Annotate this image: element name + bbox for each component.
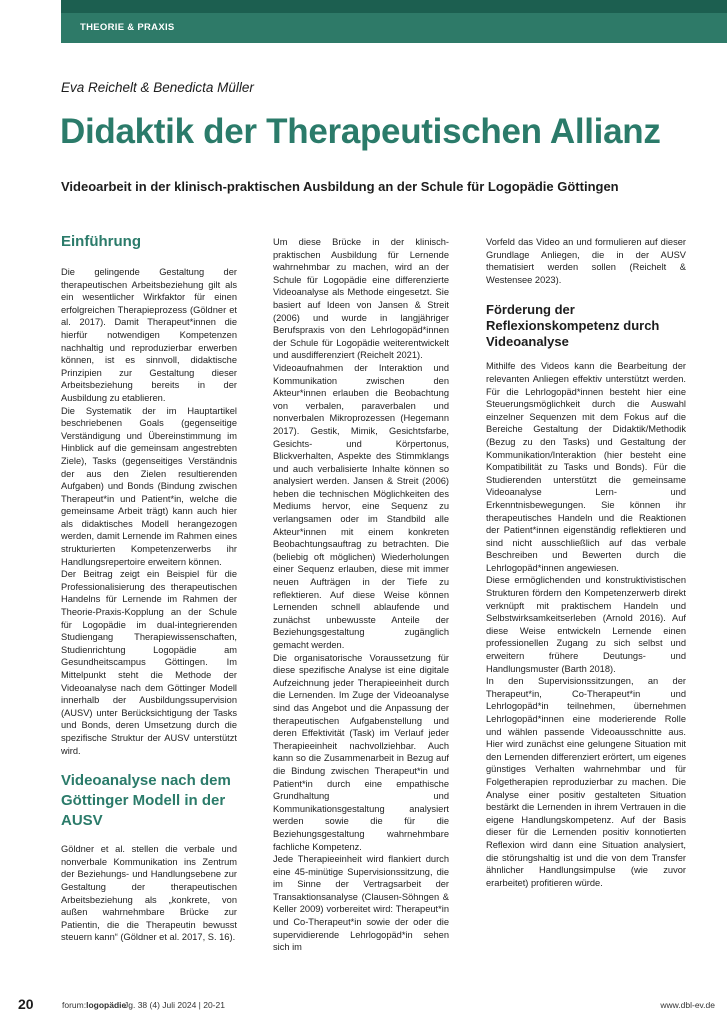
heading-videoanalyse: Videoanalyse nach dem Göttinger Modell in der AUSV xyxy=(61,772,231,830)
paragraph: Die Systematik der im Hauptartikel beschriebenen Goals (gegenseitige Verständigung und Übereinstimmung im Hinblick auf die gemeinsam angestrebten Ziele), Tasks (gegenseitiges Verständnis der aus den Zielen resultierenden Aufgaben) und Bonds (Bindung zwischen Therapeut*in und Patient*in, welche die gemeinsame Arbeit trägt) kann auch hier als didaktisches Modell herangezogen werden, damit Lernende im Rahmen eines strukturierten Kompetenzerwerbs ihr Handlungsrepertoire erweitern können. xyxy=(61,405,237,567)
section-tag: THEORIE & PRAXIS xyxy=(80,22,175,33)
paragraph: Göldner et al. stellen die verbale und nonverbale Kommunikation ins Zentrum der Beziehungs- und Handlungsebene zur Gestaltung der therapeutischen Arbeitsbeziehung als „konkrete, von außen wahrnehmbare Brücke zur Patientin, die die Therapeutin bewusst steuern kann“ (Göldner et al. 2017, S. 16). xyxy=(61,844,237,943)
column-2 xyxy=(273,236,449,954)
issue-info: Jg. 38 (4) Juli 2024 | 20-21 xyxy=(124,1000,225,1010)
journal-brand xyxy=(62,1000,126,1010)
article-title: Didaktik der Therapeutischen Allianz xyxy=(60,112,661,151)
header-band-top-stripe xyxy=(61,0,727,13)
paragraph: Die gelingende Gestaltung der therapeutischen Arbeitsbeziehung gilt als ein wesentlicher Wirkfaktor für einen erfolgreichen Therapieprozess (Göldner et al. 2017). Damit Therapeut*innen die hierfür notwendigen Kompetenzen nachhaltig und reproduzierbar erwerben können, ist es sinnvoll, didaktische Prinzipien zur Gestaltung dieser Arbeitsbeziehung bereits in der Ausbildung zu etablieren. xyxy=(61,267,237,403)
paragraph: Vorfeld das Video an und formulieren auf dieser Grundlage Anliegen, die in der AUSV thematisiert werden sollen (Reichelt & Westensee 2023). xyxy=(486,237,686,285)
column-3 xyxy=(486,236,686,889)
heading-reflexionskompetenz: Förderung der Reflexionskompetenz durch Videoanalyse xyxy=(486,302,660,350)
paragraph: Jede Therapieeinheit wird flankiert durch eine 45-minütige Supervisionssitzung, die im Sinne der Vertragsarbeit der Transaktionsanalyse (Clausen-Söhngen & Keller 2009) vorbereitet wird: Therapeut*in und Co-Therapeut*in sowie der oder die supervidierende Lehrlogopäd*in sehen sich im xyxy=(273,854,449,953)
brand-prefix: forum: xyxy=(62,1000,87,1010)
paragraph: Videoaufnahmen der Interaktion und Kommunikation zwischen den Akteur*innen erlauben die Beobachtung von verbalen, paraverbalen und nonverbalen Mikroprozessen (Hegemann 2017). Gestik, Mimik, Gesichtsfarbe, Gesichts- und Körpertonus, Blickverhalten, Aspekte des Stimmklangs und auch verbalisierte Inhalte können so analysiert werden. Jansen & Streit (2006) heben die technischen Möglichkeiten des Mediums hervor, eine Sequenz zu verlangsamen oder im Standbild alle Akteur*innen mit einem konkreten Beobachtungsauftrag zu betrachten. Die (beliebig oft möglichen) Wiederholungen einer Sequenz erlauben, diese mit immer neuen Aufträgen in der Tiefe zu reflektieren. Auf diese Weise können Lernenden schnell ablaufende und zunächst unbewusste Anteile der Beziehungsgestaltung zugänglich gemacht werden. xyxy=(273,362,449,650)
header-band xyxy=(61,0,727,43)
article-authors: Eva Reichelt & Benedicta Müller xyxy=(61,80,254,95)
paragraph: Der Beitrag zeigt ein Beispiel für die Professionalisierung des therapeutischen Handelns für Lernende im Rahmen der Theorie-Praxis-Kopplung an der Schule für Logopädie im dual-integrierenden Studiengang Therapiewissenschaften, Studienrichtung Logopädie am Gesundheitscampus Göttingen. Im Mittelpunkt steht die Methode der Videoanalyse nach dem Göttinger Modell innerhalb der Ausbildungssupervision (AUSV) unter Berücksichtigung der Tasks und Bonds, deren Umsetzung durch die spezifische Struktur der AUSV unterstützt wird. xyxy=(61,569,237,756)
page-number: 20 xyxy=(18,996,34,1012)
paragraph: Um diese Brücke in der klinisch-praktischen Ausbildung für Lernende wahrnehmbar zu machen, wird an der Schule für Logopädie eine differenzierte Videoanalyse als Methode eingesetzt. Sie basiert auf Ideen von Jansen & Streit (2006) und wurde in langjähriger Berufspraxis von den Lehrlogopäd*innen der Schule für Logopädie weiterentwickelt und ausdifferenziert (Reichelt 2021). xyxy=(273,237,449,361)
heading-einfuehrung: Einführung xyxy=(61,233,141,250)
article-subtitle: Videoarbeit in der klinisch-praktischen Ausbildung an der Schule für Logopädie Göttingen xyxy=(61,179,619,194)
website-link[interactable]: www.dbl-ev.de xyxy=(660,1000,715,1010)
paragraph: Mithilfe des Videos kann die Bearbeitung der relevanten Anliegen effektiv unterstützt werden. Für die Lehrlogopäd*innen besteht hier eine Steuerungsmöglichkeit durch die Auswahl einzelner Sequenzen mit dem Fokus auf die Bereiche Gestaltung der Didaktik/Methodik (Bezug zu den Tasks) und Gestaltung der Kommunikation/Interaktion (hier besteht eine Kompatibilität zu Tasks und Bonds). Für die Studierenden unterstützt die gemeinsame Videoanalyse Lern- und Erkenntnisbewegungen. Sie können ihr therapeutisches Handeln und die Reaktionen der Patient*innen eigenständig reflektieren und sind nicht ausschließlich auf das verbale Beschreiben und Bewerten durch die Lehrlogopäd*innen angewiesen. xyxy=(486,361,686,573)
paragraph: In den Supervisionssitzungen, an der Therapeut*in, Co-Therapeut*in und Lehrlogopäd*in teilnehmen, übernehmen Lehrlogopäd*innen eine moderierende Rolle und wählen passende Videoausschnitte aus. Hier wird zunächst eine gelungene Situation mit den Lernenden differenziert erörtert, um eigenes günstiges Verhalten wahrnehmbar und für Folgetherapien reproduzierbar zu machen. Die Analyse einer positiv gestalteten Situation bestärkt die Lernenden in ihrem Vertrauen in die eigene Handlungskompetenz. Auf der Basis dieser für die Lernenden positiv konnotierten Reflexion wird dann eine Situation analysiert, die störungshaltig ist und die von dem Transfer ähnlicher Handlungsimpulse (wie zuvor erarbeitet) profitieren würde. xyxy=(486,676,686,888)
column-1 xyxy=(61,232,237,944)
paragraph: Die organisatorische Voraussetzung für diese spezifische Analyse ist eine digitale Aufzeichnung jeder Therapieeinheit durch die Lernenden. Im Zuge der Videoanalyse sind das Angebot und die Anpassung der therapeutischen Aufgabenstellung und deren Effektivität (Task) im Verlauf jeder Therapieeinheit nachvollziehbar. Auch kann so die Zusammenarbeit in Bezug auf die Bindung zwischen Therapeut*in und Patient*in durch eine empathische Grundhaltung und Kommunikationsgestaltung analysiert werden sowie die für die Beziehungsgestaltung wahrnehmbare fachliche Kompetenz. xyxy=(273,652,449,852)
page-footer xyxy=(0,996,727,1016)
brand-name: logopädie xyxy=(86,1000,127,1010)
paragraph: Diese ermöglichenden und konstruktivistischen Strukturen fördern den Kompetenzerwerb direkt verknüpft mit praktischem Handeln und Selbstwirksamkeitserleben (Arnold 2016). Auf diese Weise entwickeln Lernende einen professionellen Zugang zu sich selbst und erweitern frühere Deutungs- und Handlungsmuster (Barth 2018). xyxy=(486,575,686,674)
